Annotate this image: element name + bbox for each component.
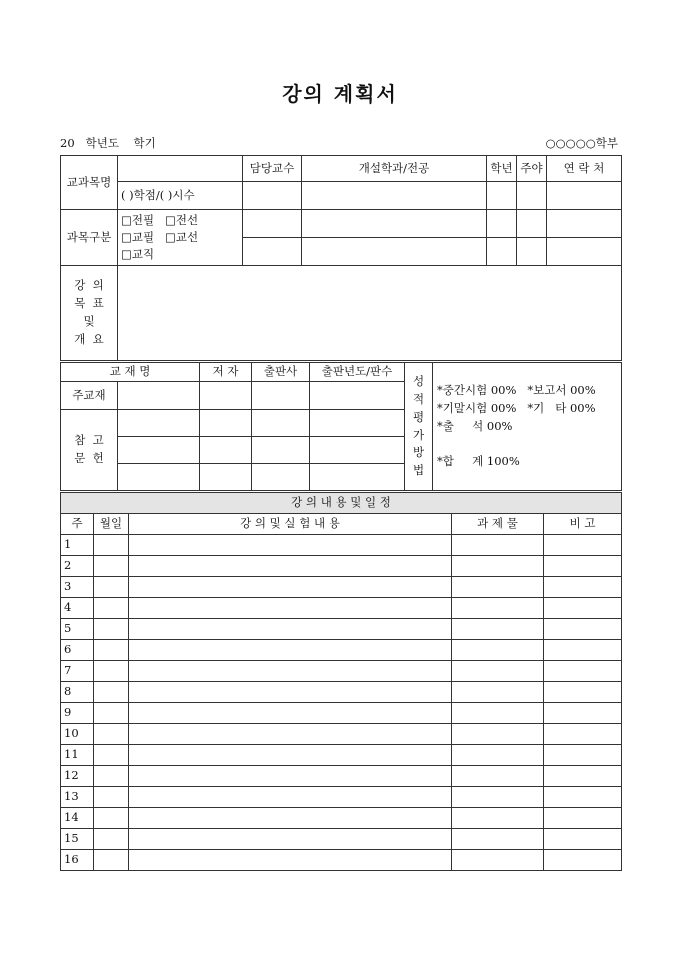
- assignment-field[interactable]: [452, 745, 544, 766]
- reference-author-field[interactable]: [200, 464, 252, 491]
- course-info-table: [60, 155, 622, 361]
- content-field[interactable]: [129, 766, 452, 787]
- date-field[interactable]: [94, 850, 129, 871]
- date-field[interactable]: [94, 598, 129, 619]
- reference-author-field[interactable]: [200, 437, 252, 464]
- date-field[interactable]: [94, 745, 129, 766]
- table-row: [61, 619, 622, 640]
- remarks-field[interactable]: [544, 556, 622, 577]
- category-cell-3[interactable]: [487, 210, 517, 238]
- remarks-field[interactable]: [544, 682, 622, 703]
- remarks-field[interactable]: [544, 661, 622, 682]
- author-header: 저 자: [200, 363, 252, 382]
- evaluation-item: *기말시험 00% *기 타 00%: [437, 400, 596, 415]
- table-row: [61, 724, 622, 745]
- category-options[interactable]: [118, 210, 243, 266]
- evaluation-item: *중간시험 00% *보고서 00%: [437, 382, 596, 397]
- remarks-field[interactable]: [544, 766, 622, 787]
- main-textbook-label: 주교재: [61, 382, 118, 410]
- content-field[interactable]: [129, 787, 452, 808]
- evaluation-item: [437, 435, 618, 453]
- week-number: 12: [61, 766, 94, 787]
- assignment-field[interactable]: [452, 766, 544, 787]
- date-field[interactable]: [94, 682, 129, 703]
- day-night-field[interactable]: [517, 182, 547, 210]
- date-field[interactable]: [94, 640, 129, 661]
- table-row: [61, 829, 622, 850]
- contact-field[interactable]: [547, 182, 622, 210]
- table-row: [61, 850, 622, 871]
- content-field[interactable]: [129, 640, 452, 661]
- category-option-general[interactable]: □교필 □교선: [121, 229, 199, 244]
- date-header: 월일: [94, 514, 129, 535]
- remarks-field[interactable]: [544, 703, 622, 724]
- table-row: [61, 640, 622, 661]
- assignment-field[interactable]: [452, 598, 544, 619]
- assignment-field[interactable]: [452, 640, 544, 661]
- table-row: [61, 787, 622, 808]
- week-number: 8: [61, 682, 94, 703]
- table-row: [61, 556, 622, 577]
- week-number: 15: [61, 829, 94, 850]
- credit-hours-field[interactable]: ( )학점/( )시수: [118, 182, 243, 210]
- table-row: [61, 745, 622, 766]
- evaluation-item: *합 계 100%: [437, 454, 520, 469]
- table-row: [61, 535, 622, 556]
- date-field[interactable]: [94, 808, 129, 829]
- remarks-field[interactable]: [544, 619, 622, 640]
- week-number: 14: [61, 808, 94, 829]
- remarks-header: 비 고: [544, 514, 622, 535]
- schedule-section-title: 강 의 내 용 및 일 정: [61, 493, 622, 514]
- week-number: 10: [61, 724, 94, 745]
- reference-publisher-field[interactable]: [252, 464, 310, 491]
- assignment-field[interactable]: [452, 850, 544, 871]
- course-name-label: 교과목명: [61, 156, 118, 210]
- remarks-field[interactable]: [544, 787, 622, 808]
- assignment-field[interactable]: [452, 535, 544, 556]
- remarks-field[interactable]: [544, 640, 622, 661]
- year-term-label: 20 학년도 학기: [60, 136, 156, 150]
- content-field[interactable]: [129, 745, 452, 766]
- remarks-field[interactable]: [544, 577, 622, 598]
- grade-label: 학년: [487, 156, 517, 182]
- date-field[interactable]: [94, 766, 129, 787]
- week-number: 6: [61, 640, 94, 661]
- reference-name-field[interactable]: [118, 437, 200, 464]
- instructor-field[interactable]: [243, 182, 302, 210]
- week-number: 5: [61, 619, 94, 640]
- assignment-field[interactable]: [452, 703, 544, 724]
- dept-major-field[interactable]: [302, 182, 487, 210]
- remarks-field[interactable]: [544, 808, 622, 829]
- content-field[interactable]: [129, 619, 452, 640]
- content-field[interactable]: [129, 556, 452, 577]
- table-row: [61, 766, 622, 787]
- category-cell-4[interactable]: [517, 210, 547, 238]
- category-cell-7[interactable]: [302, 238, 487, 266]
- dept-major-label: 개설학과/전공: [302, 156, 487, 182]
- content-field[interactable]: [129, 829, 452, 850]
- remarks-field[interactable]: [544, 535, 622, 556]
- date-field[interactable]: [94, 577, 129, 598]
- content-field[interactable]: [129, 724, 452, 745]
- table-row: [61, 682, 622, 703]
- instructor-label: 담당교수: [243, 156, 302, 182]
- assignment-field[interactable]: [452, 724, 544, 745]
- week-number: 4: [61, 598, 94, 619]
- document-title: 강의 계획서: [282, 82, 398, 106]
- week-number: 2: [61, 556, 94, 577]
- category-label: 과목구분: [61, 210, 118, 266]
- table-row: [61, 808, 622, 829]
- remarks-field[interactable]: [544, 850, 622, 871]
- category-cell-9[interactable]: [517, 238, 547, 266]
- content-field[interactable]: [129, 577, 452, 598]
- category-cell-6[interactable]: [243, 238, 302, 266]
- week-number: 16: [61, 850, 94, 871]
- content-field[interactable]: [129, 808, 452, 829]
- evaluation-items[interactable]: [433, 363, 622, 491]
- reference-edition-field[interactable]: [310, 437, 405, 464]
- reference-edition-field[interactable]: [310, 464, 405, 491]
- date-field[interactable]: [94, 556, 129, 577]
- reference-label: 참 고 문 헌: [61, 410, 118, 491]
- table-row: [61, 703, 622, 724]
- category-cell-1[interactable]: [243, 210, 302, 238]
- date-field[interactable]: [94, 661, 129, 682]
- content-header: 강 의 및 실 험 내 용: [129, 514, 452, 535]
- assignment-field[interactable]: [452, 556, 544, 577]
- date-field[interactable]: [94, 787, 129, 808]
- main-textbook-edition-field[interactable]: [310, 382, 405, 410]
- date-field[interactable]: [94, 619, 129, 640]
- reference-publisher-field[interactable]: [252, 437, 310, 464]
- content-field[interactable]: [129, 535, 452, 556]
- assignment-field[interactable]: [452, 787, 544, 808]
- contact-label: 연 락 처: [547, 156, 622, 182]
- content-field[interactable]: [129, 682, 452, 703]
- objectives-label: 강 의 목 표 및 개 요: [61, 266, 118, 361]
- assignment-header: 과 제 물: [452, 514, 544, 535]
- remarks-field[interactable]: [544, 598, 622, 619]
- evaluation-label: 성 적 평 가 방 법: [405, 363, 433, 491]
- table-row: [61, 661, 622, 682]
- content-field[interactable]: [129, 703, 452, 724]
- reference-name-field[interactable]: [118, 410, 200, 437]
- date-field[interactable]: [94, 724, 129, 745]
- date-field[interactable]: [94, 829, 129, 850]
- textbook-table: [60, 362, 622, 491]
- reference-name-field[interactable]: [118, 464, 200, 491]
- remarks-field[interactable]: [544, 829, 622, 850]
- assignment-field[interactable]: [452, 682, 544, 703]
- week-header: 주: [61, 514, 94, 535]
- objectives-field[interactable]: [118, 266, 622, 361]
- schedule-table: [60, 492, 622, 871]
- week-number: 11: [61, 745, 94, 766]
- content-field[interactable]: [129, 850, 452, 871]
- publisher-header: 출판사: [252, 363, 310, 382]
- evaluation-item: *출 석 00%: [437, 418, 513, 433]
- department-label: ○○○○○학부: [545, 136, 618, 150]
- remarks-field[interactable]: [544, 724, 622, 745]
- assignment-field[interactable]: [452, 577, 544, 598]
- main-textbook-name-field[interactable]: [118, 382, 200, 410]
- edition-header: 출판년도/판수: [310, 363, 405, 382]
- week-number: 13: [61, 787, 94, 808]
- content-field[interactable]: [129, 661, 452, 682]
- table-row: [61, 598, 622, 619]
- remarks-field[interactable]: [544, 745, 622, 766]
- category-cell-5[interactable]: [547, 210, 622, 238]
- reference-publisher-field[interactable]: [252, 410, 310, 437]
- table-row: [61, 577, 622, 598]
- course-name-field[interactable]: [118, 156, 243, 182]
- category-option-major[interactable]: □전필 □전선: [121, 212, 199, 227]
- category-cell-10[interactable]: [547, 238, 622, 266]
- week-number: 9: [61, 703, 94, 724]
- main-textbook-publisher-field[interactable]: [252, 382, 310, 410]
- textbook-name-header: 교 재 명: [61, 363, 200, 382]
- main-textbook-author-field[interactable]: [200, 382, 252, 410]
- assignment-field[interactable]: [452, 661, 544, 682]
- assignment-field[interactable]: [452, 619, 544, 640]
- reference-author-field[interactable]: [200, 410, 252, 437]
- category-option-teaching[interactable]: □교직: [121, 247, 155, 262]
- grade-field[interactable]: [487, 182, 517, 210]
- category-cell-8[interactable]: [487, 238, 517, 266]
- category-cell-2[interactable]: [302, 210, 487, 238]
- week-number: 3: [61, 577, 94, 598]
- reference-edition-field[interactable]: [310, 410, 405, 437]
- week-number: 1: [61, 535, 94, 556]
- assignment-field[interactable]: [452, 829, 544, 850]
- week-number: 7: [61, 661, 94, 682]
- content-field[interactable]: [129, 598, 452, 619]
- day-night-label: 주야: [517, 156, 547, 182]
- date-field[interactable]: [94, 535, 129, 556]
- date-field[interactable]: [94, 703, 129, 724]
- assignment-field[interactable]: [452, 808, 544, 829]
